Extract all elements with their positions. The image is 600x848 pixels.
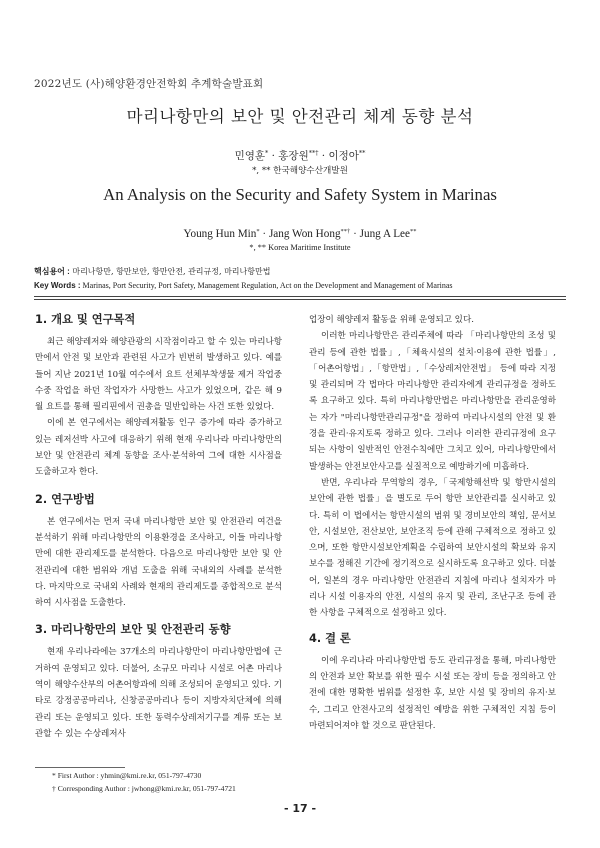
section-3-heading: 3. 마리나항만의 보안 및 안전관리 동향 — [35, 623, 231, 637]
author-separator: · — [259, 228, 269, 240]
keywords-english-text: Marinas, Port Security, Port Safety, Management Regulation, Act on the Development and Management of Marinas — [80, 281, 453, 290]
footnote-divider — [35, 767, 125, 768]
author-1-en: Young Hun Min — [183, 228, 257, 240]
authors-korean — [0, 148, 600, 163]
section-1-paragraph-2: 이에 본 연구에서는 해양레저활동 인구 증가에 따라 증가하고 있는 레저선박 사고에 대응하기 위해 현재 우리나라 마리나항만의 보안 및 안전관리 체계 동향을 조사·분석하여 그에 대한 시사점을 도출하고자 한다. — [35, 418, 282, 478]
section-3-paragraph-2: 이러한 마리나항만은 관리주체에 따라 「마리나항만의 조성 및 관리 등에 관한 법률」,「체육시설의 설치·이용에 관한 법률」,「어촌어항법」,「항만법」,「수상레저안전법」 등에 따라 지정 및 관리되며 각 법마다 마리나항만 관리자에게 관리규정을 정하도록 요구하고 있다. 특히 마리나항만법은 마리나항만을 관리운영하는 자가 "마리나항만관리규정"을 정하여 마리나시설의 안전 및 환경을 관리·유지토록 정하고 있다. 그러나 이러한 관리규정에 요구되는 사항이 일반적인 안전수칙에만 그치고 있어, 마리나항만에서 발생하는 안전보안사고를 실질적으로 예방하기에 미흡하다. — [309, 331, 556, 472]
author-2-en-mark: **† — [340, 228, 351, 235]
page-number: - 17 - — [283, 802, 317, 815]
section-4-paragraph-1: 이에 우리나라 마리나항만법 등도 관리규정을 통해, 마리나항만의 안전과 보안 확보를 위한 필수 시설 또는 장비 등을 정의하고 안전에 대한 명확한 범위를 설정한 후, 보안 시설 및 장비의 유지·보수, 그리고 안전사고의 설정적인 예방을 위한 구체적인 지침 등이 마련되어져야 할 것으로 판단된다. — [309, 655, 556, 731]
section-1-paragraph-1: 최근 해양레저와 해양관광의 시작점이라고 할 수 있는 마리나항만에서 안전 및 보안과 관련된 사고가 빈번히 발생하고 있다. 예를 들어 지난 2021년 10월 여수에서 요트 선체부착생물 제거 작업중 수중 작업을 하던 작업자가 사망한느 사고가 있었으며, 같은 해 9월 요트를 통해 필리핀에서 권총을 밀반입하는 사건 또한 있었다. — [35, 337, 282, 413]
section-2-paragraph-1: 본 연구에서는 먼저 국내 마리나항만 보안 및 안전관리 여건을 분석하기 위해 마리나항만의 이용환경을 조사하고, 이들 마리나항만에 대한 관리제도를 분석한다. 다음으로 마리나항만 보안 및 안전관리에 대한 범위와 개념 도출을 위해 국내외의 사례를 분석한다. 마지막으로 국내외 사례와 현재의 관리제도를 종합적으로 분석하여 시사점을 도출한다. — [35, 516, 282, 609]
keywords-korean-text: 마리나항만, 항만보안, 항만안전, 관리규정, 마리나항만법 — [69, 267, 271, 276]
keywords-english-label: Key Words : — [34, 281, 81, 290]
author-2: 홍장원 — [278, 150, 309, 162]
section-4-heading: 4. 결 론 — [309, 631, 351, 645]
author-separator: · — [350, 228, 360, 240]
footnote-first-author: * First Author : yhmin@kmi.re.kr, 051-797-4730 — [52, 771, 202, 780]
author-3-mark: ** — [358, 149, 366, 157]
section-1-heading: 1. 개요 및 연구목적 — [35, 313, 136, 326]
author-3-en-mark: ** — [409, 228, 417, 235]
footnote-corresponding-author: † Corresponding Author : jwhong@kmi.re.kr, 051-797-4721 — [52, 784, 236, 793]
keywords-korean — [34, 266, 270, 277]
paper-title-english: An Analysis on the Security and Safety System in Marinas — [103, 185, 497, 204]
keywords-korean-label: 핵심용어 : — [34, 267, 70, 276]
author-2-mark: **† — [308, 149, 319, 157]
author-separator: · — [318, 150, 329, 162]
keywords-english — [34, 281, 453, 290]
section-3-paragraph-3: 반면, 우리나라 무역항의 경우,「국제항해선박 및 항만시설의 보안에 관한 법률」을 별도로 두어 항만 보안관리를 실시하고 있다. 특히 이 법에서는 항만시설의 범위 및 경비보안의 책임, 문서보안, 시설보안, 전산보안, 보안조직 등에 관해 구체적으로 정하고 있으며, 또한 항만시설보안계획을 수립하여 보안시설의 확보와 유지보수를 정해진 기간에 정기적으로 실시하도록 요구하고 있다. 더불어, 일본의 경우 마리나항만 안전관리 지침에 마리나 설치자가 마리나 시설 이용자의 안전, 시설의 유지 및 관리, 조난구조 등에 관한 사항을 구체적으로 설정하고 있다. — [309, 477, 556, 619]
authors-english — [0, 228, 600, 240]
author-3: 이정아 — [328, 150, 359, 162]
divider-bottom — [34, 299, 566, 300]
left-column — [35, 312, 282, 742]
author-3-en: Jung A Lee — [359, 228, 410, 240]
author-2-en: Jang Won Hong — [268, 228, 341, 240]
author-separator: · — [268, 150, 279, 162]
section-2-heading: 2. 연구방법 — [35, 492, 95, 506]
author-1: 민영훈 — [234, 150, 266, 162]
right-column — [309, 312, 556, 734]
affiliation-korean: *, ** 한국해양수산개발원 — [252, 166, 348, 176]
divider-top — [34, 296, 566, 297]
affiliation-english: *, ** Korea Maritime Institute — [249, 243, 351, 252]
author-1-mark: * — [265, 149, 269, 157]
paper-title-korean: 마리나항만의 보안 및 안전관리 체계 동향 분석 — [126, 107, 474, 126]
section-3-paragraph-1-continued: 업장이 해양레저 활동을 위해 운영되고 있다. — [309, 315, 474, 325]
author-1-en-mark: * — [256, 228, 260, 235]
conference-header: 2022년도 (사)해양환경안전학회 추계학술발표회 — [34, 78, 264, 90]
section-3-paragraph-1: 현재 우리나라에는 37개소의 마리나항만이 마리나항만법에 근거하여 운영되고 있다. 더불어, 소규모 마리나 시설로 어촌 마리나역이 해양수산부의 어촌어항과에 의해 조성되어 운영되고 있다. 기타로 강정공공마리나, 신창공공마리나 등이 지방자치단체에 의해 관리 또는 운영되고 있다. 또한 동력수상레저기구를 계류 또는 보관할 수 있는 수상레저사 — [35, 647, 282, 739]
